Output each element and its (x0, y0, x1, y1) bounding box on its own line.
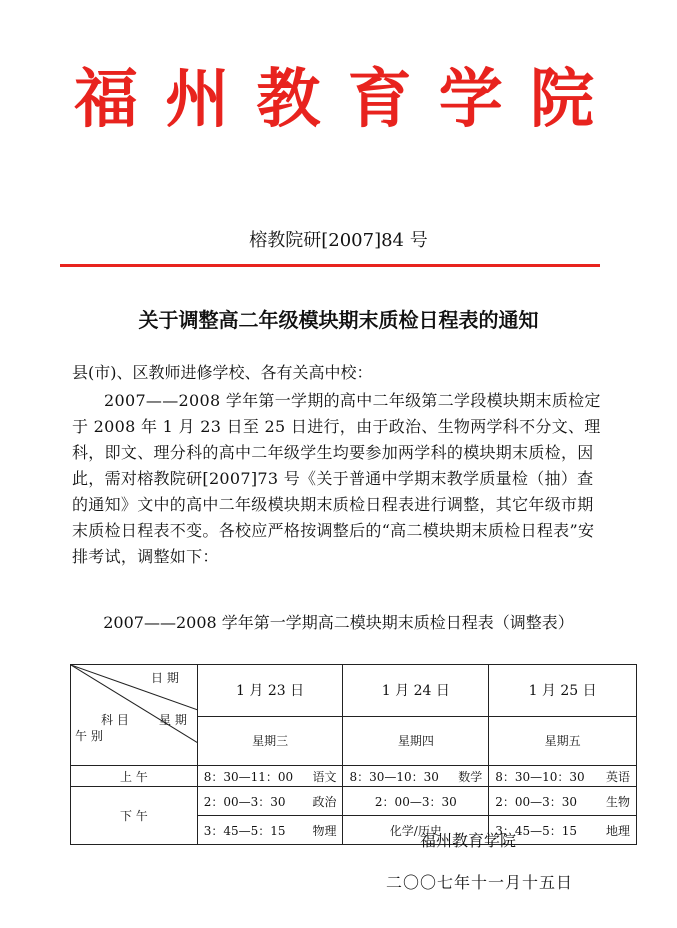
title-char: 州 (165, 62, 230, 137)
schedule-cell (197, 787, 343, 816)
corner-header-cell (71, 665, 198, 766)
issue-date: 二〇〇七年十一月十五日 (386, 873, 574, 892)
schedule-cell (343, 766, 489, 787)
subject-text: 数学 (458, 769, 483, 784)
schedule-cell (197, 766, 343, 787)
schedule-cell (343, 787, 489, 816)
subject-text: 物理 (312, 823, 337, 838)
notice-title: 关于调整高二年级模块期末质检日程表的通知 (138, 308, 539, 332)
corner-weekday-label: 星 期 (159, 713, 187, 727)
schedule-table (70, 664, 637, 845)
subject-text: 生物 (605, 794, 630, 809)
subject-text: 政治 (312, 794, 337, 809)
title-char: 教 (256, 62, 321, 137)
weekday-cell: 星期四 (343, 716, 489, 765)
subject-text: 语文 (312, 769, 337, 784)
time-text: 3：45—5：15 (203, 823, 286, 838)
corner-date-label: 日 期 (151, 671, 179, 685)
weekday-cell: 星期三 (197, 716, 343, 765)
table-title: 2007——2008 学年第一学期高二模块期末质检日程表（调整表） (103, 613, 574, 632)
subject-text: 化学/历史 (389, 823, 442, 838)
document-number: 榕教院研[2007]84 号 (249, 230, 428, 251)
title-char: 福 (74, 62, 138, 137)
time-text: 8：30—11：00 (203, 769, 294, 784)
title-char: 育 (347, 62, 412, 137)
institution-title (74, 62, 594, 137)
weekday-cell: 星期五 (489, 716, 637, 765)
schedule-cell (489, 766, 637, 787)
time-text: 2：00—3：30 (374, 794, 457, 809)
subject-text: 地理 (605, 823, 630, 838)
time-text: 8：30—10：30 (349, 769, 439, 784)
title-char: 学 (438, 62, 503, 137)
issuer-signature: 福州教育学院 (420, 831, 517, 850)
corner-period-label: 午 别 (75, 729, 103, 743)
afternoon-label: 下 午 (71, 787, 198, 845)
time-text: 3：45—5：15 (495, 823, 578, 838)
salutation: 县(市)、区教师进修学校、各有关高中校： (72, 363, 373, 382)
schedule-cell (197, 816, 343, 845)
time-text: 2：00—3：30 (495, 794, 578, 809)
time-text: 2：00—3：30 (203, 794, 286, 809)
date-cell: 1 月 23 日 (197, 665, 343, 717)
date-cell: 1 月 25 日 (489, 665, 637, 717)
body-paragraph: 2007——2008 学年第一学期的高中二年级第二学段模块期末质检定于 2008 年 1 月 23 日至 25 日进行，由于政治、生物两学科不分文、理科，即文、理分科的高中二年级学生均要参加两学科的模块期末质检，因此，需对榕教院研[2007]73 号《关于普通中学期末教学质量检（抽）查的通知》文中的高中二年级模块期末质检日程表进行调整，其它年级市期末质检日程表不变。各校应严格按调整后的“高二模块期末质检日程表”安排考试，调整如下： (72, 391, 601, 566)
title-char: 院 (529, 62, 594, 137)
red-divider (60, 264, 600, 267)
date-cell: 1 月 24 日 (343, 665, 489, 717)
subject-text: 英语 (605, 769, 630, 784)
schedule-cell (489, 787, 637, 816)
corner-subject-label: 科 目 (101, 713, 129, 727)
morning-label: 上 午 (71, 766, 198, 787)
time-text: 8：30—10：30 (495, 769, 585, 784)
